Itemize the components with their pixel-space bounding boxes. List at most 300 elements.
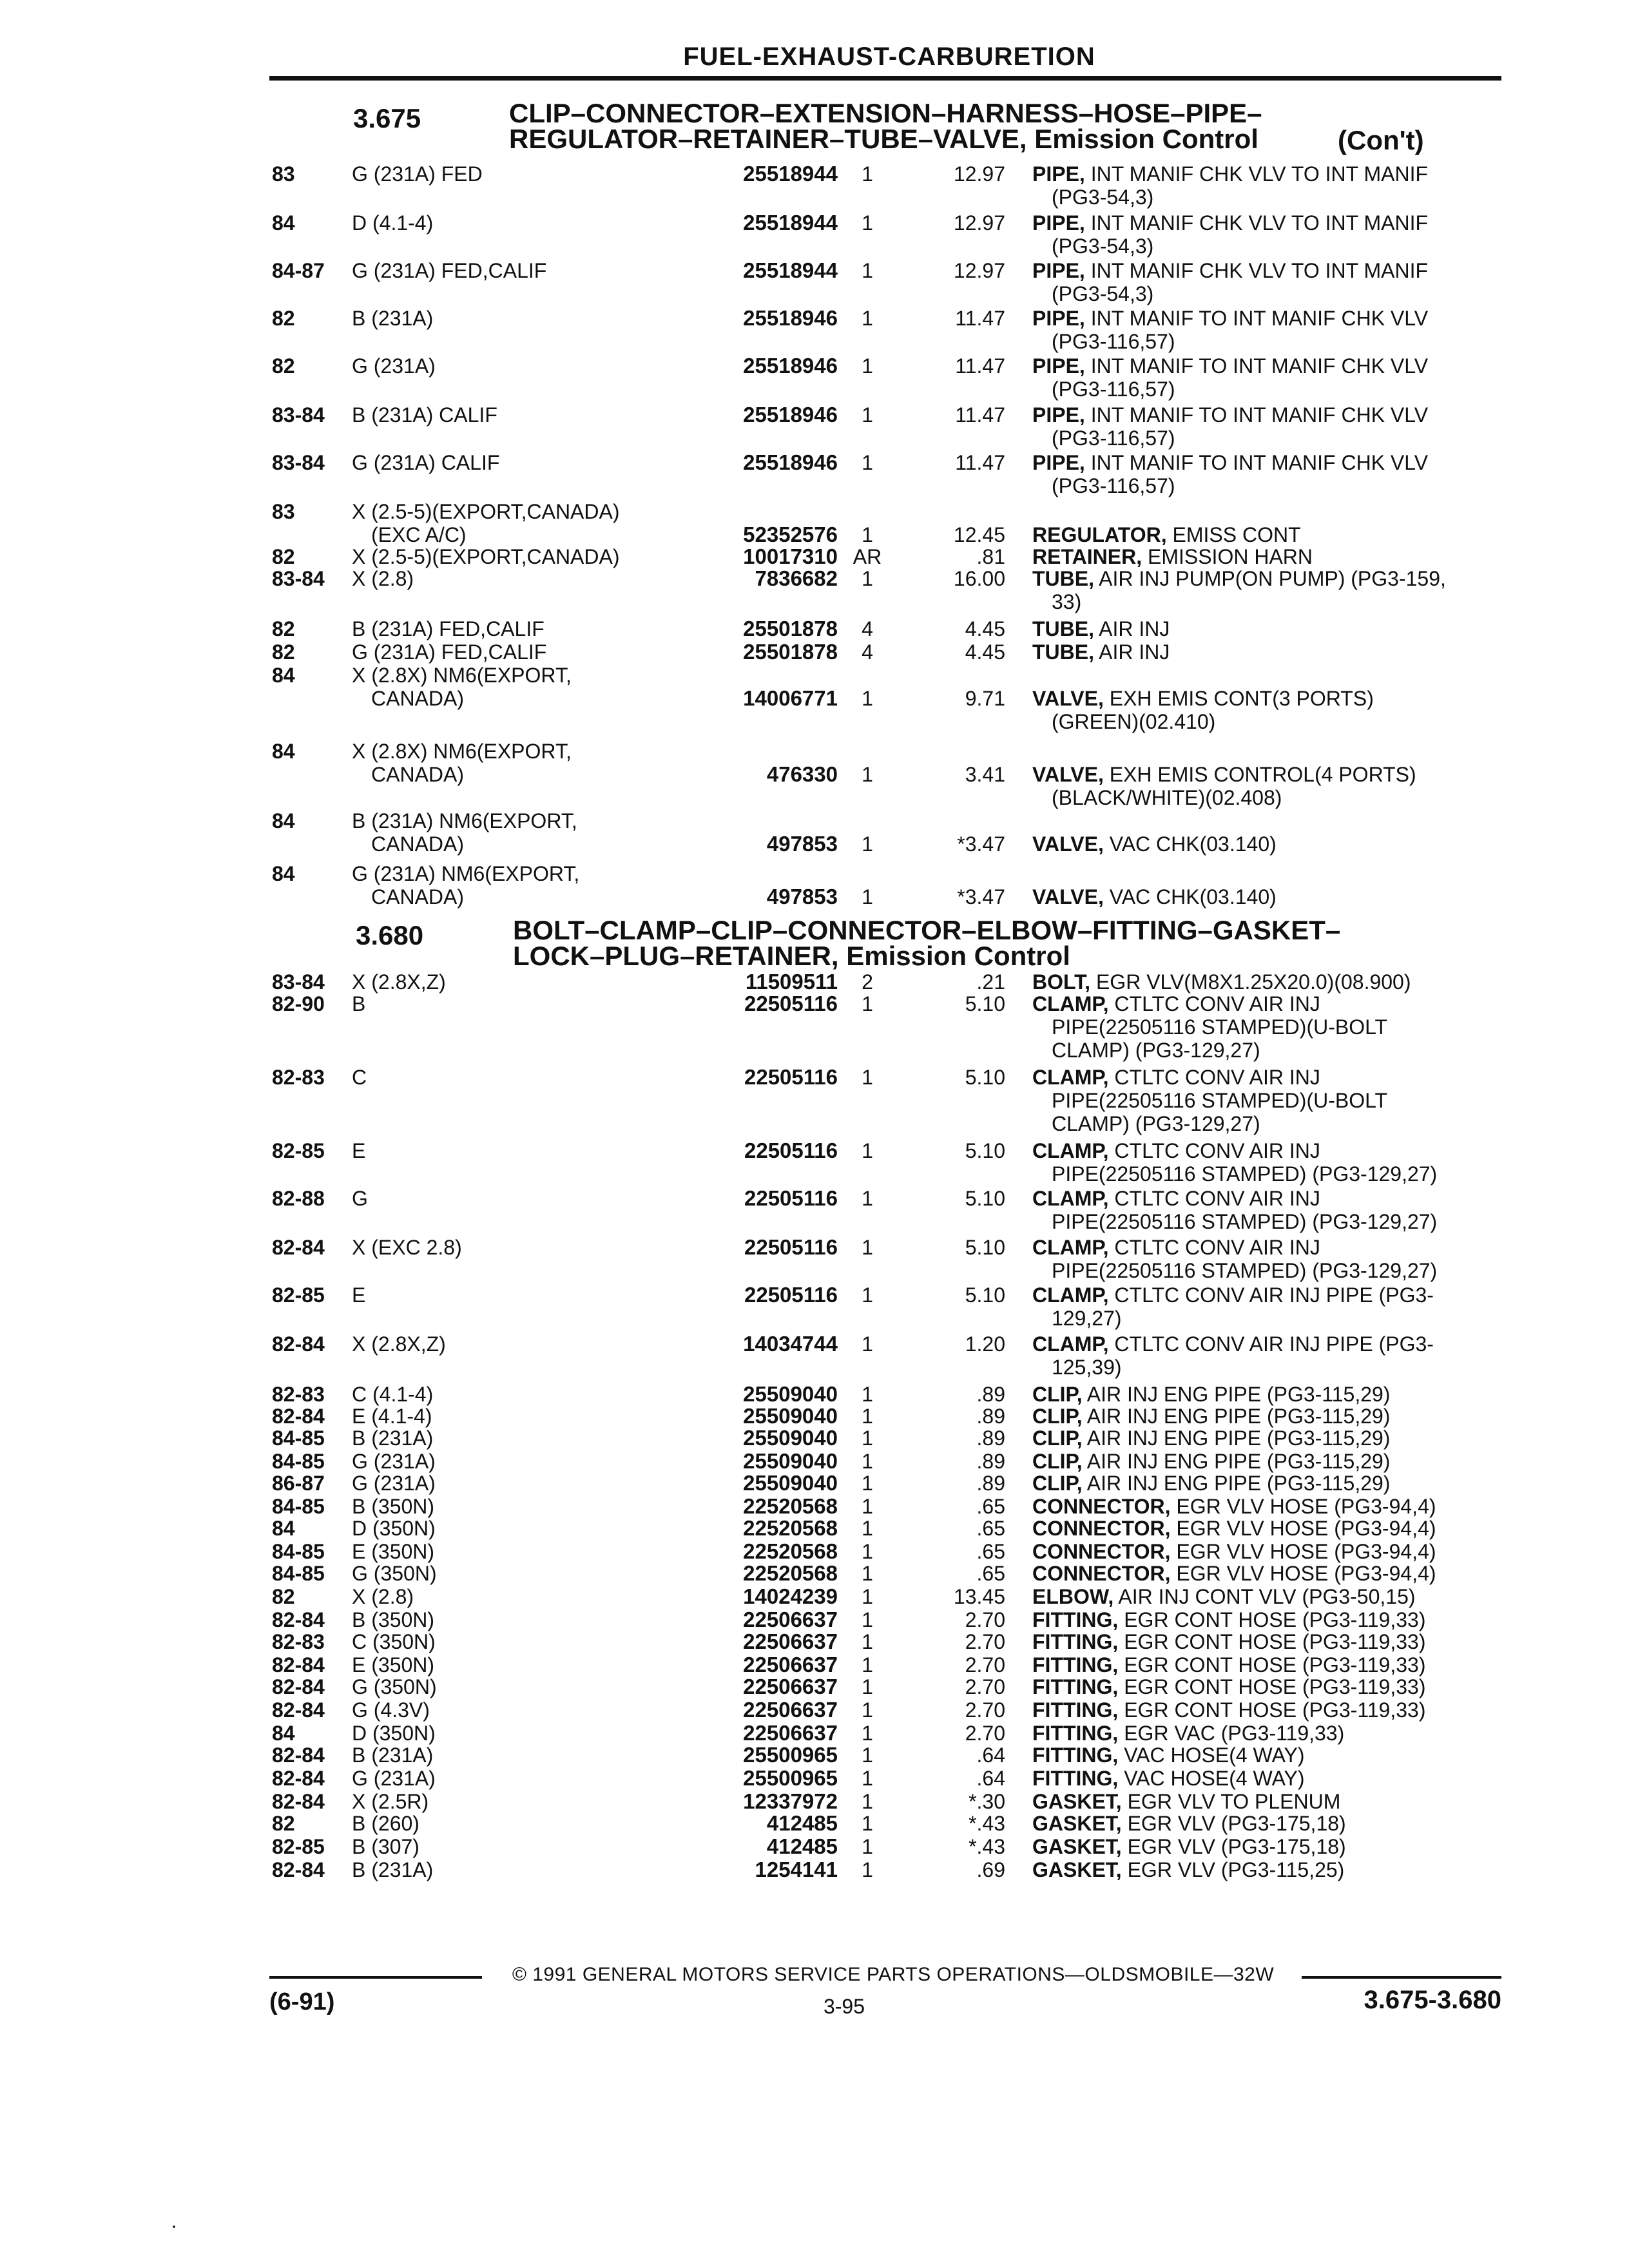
part-number: 22506637 — [743, 1721, 838, 1745]
description-name: CLIP, — [1032, 1383, 1083, 1406]
section-title-line2-text: REGULATOR–RETAINER–TUBE–VALVE, — [509, 124, 1027, 154]
description-continued: (PG3-54,3) — [1052, 282, 1154, 305]
price: .65 — [976, 1495, 1005, 1518]
description-name: CONNECTOR, — [1032, 1540, 1171, 1563]
description — [1032, 307, 1496, 353]
model-year: 86-87 — [272, 1472, 325, 1495]
application-text: B (231A) — [352, 307, 434, 330]
model-year: 83-84 — [272, 970, 325, 994]
application-continued: (EXC A/C) — [371, 523, 467, 546]
model-year: 83 — [272, 500, 295, 523]
application-text: E — [352, 1139, 366, 1162]
section-number: 3.680 — [356, 920, 424, 950]
description-name: FITTING, — [1032, 1608, 1119, 1631]
section-continued: (Con't) — [1338, 125, 1424, 155]
description-text: EGR VLV TO PLENUM — [1127, 1790, 1341, 1813]
description-text: EXH EMIS CONT(3 PORTS) — [1109, 687, 1374, 710]
section-title — [513, 915, 1341, 971]
part-number: 22505116 — [744, 1139, 838, 1162]
part-number: 25518946 — [743, 306, 838, 330]
model-year: 84-85 — [272, 1495, 325, 1518]
part-number: 22505116 — [744, 1235, 838, 1259]
list-item — [0, 1858, 1629, 1905]
quantity: 1 — [862, 1698, 873, 1722]
price: 2.70 — [965, 1698, 1005, 1722]
description — [1032, 992, 1496, 1062]
section-title-line1: BOLT–CLAMP–CLIP–CONNECTOR–ELBOW–FITTING–GASKET– — [513, 915, 1341, 945]
price: 5.10 — [965, 1236, 1005, 1259]
part-number: 25518946 — [743, 450, 838, 474]
quantity: 1 — [862, 211, 873, 235]
quantity: 2 — [862, 970, 873, 994]
description-text: CTLTC CONV AIR INJ — [1114, 992, 1320, 1015]
list-item — [0, 354, 1629, 401]
price: .64 — [976, 1767, 1005, 1790]
application-text: X (2.5-5)(EXPORT,CANADA) — [352, 545, 620, 568]
description-name: VALVE, — [1032, 885, 1104, 908]
description-name: VALVE, — [1032, 687, 1104, 710]
part-number: 25509040 — [743, 1471, 838, 1495]
description-text: AIR INJ ENG PIPE (PG3-115,29) — [1086, 1383, 1391, 1406]
footer-page-number: 3-95 — [823, 1995, 865, 2018]
list-item — [0, 403, 1629, 450]
description-name: GASKET, — [1032, 1790, 1122, 1813]
price: 11.47 — [955, 307, 1005, 330]
model-year: 82-85 — [272, 1139, 325, 1162]
list-item — [0, 1065, 1629, 1135]
part-number: 22505116 — [744, 992, 838, 1015]
description-text: INT MANIF CHK VLV TO INT MANIF — [1090, 162, 1429, 186]
description — [1032, 1450, 1496, 1473]
price: 13.45 — [953, 1585, 1005, 1608]
price: 2.70 — [965, 1722, 1005, 1745]
quantity: 1 — [862, 1495, 873, 1518]
application-text: X (2.8X) NM6(EXPORT, — [352, 664, 572, 687]
description-name: FITTING, — [1032, 1675, 1119, 1698]
part-number: 25518946 — [743, 354, 838, 378]
model-year: 82-84 — [272, 1653, 325, 1677]
quantity: 1 — [862, 1562, 873, 1585]
model-year: 82-83 — [272, 1383, 325, 1406]
model-year: 84 — [272, 664, 295, 687]
application-text: C (4.1-4) — [352, 1383, 434, 1406]
list-item — [0, 809, 1629, 856]
description-text: EMISSION HARN — [1147, 545, 1313, 568]
model-year: 82-83 — [272, 1066, 325, 1089]
model-year: 84 — [272, 1722, 295, 1745]
price: 5.10 — [965, 992, 1005, 1015]
application-text: G (350N) — [352, 1562, 437, 1585]
price: 2.70 — [965, 1675, 1005, 1698]
description — [1032, 763, 1496, 809]
application-continued: CANADA) — [371, 885, 465, 908]
price: 11.47 — [955, 354, 1005, 378]
application-text: D (350N) — [352, 1722, 436, 1745]
description-name: BOLT, — [1032, 970, 1091, 994]
quantity: 1 — [862, 992, 873, 1015]
application-text: X (2.8X,Z) — [352, 970, 446, 994]
description-name: CLIP, — [1032, 1450, 1083, 1473]
quantity: 1 — [862, 1767, 873, 1790]
footer-section-range: 3.675-3.680 — [1364, 1986, 1501, 2014]
model-year: 84 — [272, 740, 295, 763]
description-text: CTLTC CONV AIR INJ PIPE (PG3- — [1114, 1332, 1434, 1356]
description-text: INT MANIF TO INT MANIF CHK VLV — [1090, 403, 1429, 427]
description-name: CLAMP, — [1032, 1332, 1109, 1356]
part-number: 10017310 — [743, 544, 838, 568]
description-text: VAC CHK(03.140) — [1109, 832, 1277, 856]
price: .21 — [976, 970, 1005, 994]
part-number: 7836682 — [755, 566, 838, 590]
part-number: 22520568 — [743, 1561, 838, 1585]
description — [1032, 640, 1496, 664]
description — [1032, 832, 1496, 856]
part-number: 25500965 — [743, 1743, 838, 1767]
quantity: 1 — [862, 1427, 873, 1450]
model-year: 84 — [272, 211, 295, 235]
application-text: X (2.8) — [352, 1585, 414, 1608]
price: 12.97 — [953, 259, 1005, 282]
description-name: FITTING, — [1032, 1722, 1119, 1745]
description — [1032, 1187, 1496, 1233]
model-year: 84-85 — [272, 1450, 325, 1473]
quantity: 1 — [862, 1812, 873, 1835]
list-item — [0, 1283, 1629, 1330]
description-continued: (PG3-116,57) — [1052, 427, 1175, 450]
part-number: 22520568 — [743, 1494, 838, 1518]
part-number: 497853 — [766, 832, 838, 856]
description-continued: (PG3-54,3) — [1052, 186, 1154, 209]
description-name: FITTING, — [1032, 1653, 1119, 1677]
quantity: 1 — [862, 763, 873, 786]
description — [1032, 1767, 1496, 1790]
part-number: 22506637 — [743, 1629, 838, 1653]
description-text: EGR VLV (PG3-175,18) — [1127, 1835, 1346, 1858]
quantity: 1 — [862, 1540, 873, 1563]
description-continued: (BLACK/WHITE)(02.408) — [1052, 786, 1282, 809]
quantity: 1 — [862, 1858, 873, 1881]
description-name: TUBE, — [1032, 617, 1094, 640]
section-title-suffix: Emission Control — [1027, 124, 1258, 154]
part-number: 412485 — [766, 1811, 838, 1835]
model-year: 82-84 — [272, 1608, 325, 1631]
description — [1032, 523, 1496, 546]
part-number: 22505116 — [744, 1065, 838, 1089]
description-name: PIPE, — [1032, 451, 1085, 474]
application-text: X (2.5R) — [352, 1790, 429, 1813]
quantity: 1 — [862, 403, 873, 427]
model-year: 83-84 — [272, 567, 325, 590]
description-continued: CLAMP) (PG3-129,27) — [1052, 1039, 1260, 1062]
quantity: 1 — [862, 1332, 873, 1356]
description-name: CLAMP, — [1032, 1139, 1109, 1162]
model-year: 82-90 — [272, 992, 325, 1015]
description — [1032, 1383, 1496, 1406]
application-text: C — [352, 1066, 367, 1089]
quantity: 1 — [862, 259, 873, 282]
quantity: 1 — [862, 1630, 873, 1653]
price: 12.97 — [953, 162, 1005, 186]
description — [1032, 1812, 1496, 1835]
quantity: 1 — [862, 1450, 873, 1473]
quantity: 1 — [862, 687, 873, 710]
application-text: B — [352, 992, 366, 1015]
section-title-line1: CLIP–CONNECTOR–EXTENSION–HARNESS–HOSE–PIPE– — [509, 98, 1262, 128]
part-number: 25509040 — [743, 1426, 838, 1450]
part-number: 12337972 — [743, 1789, 838, 1813]
description-text: AIR INJ PUMP(ON PUMP) (PG3-159, — [1099, 567, 1446, 590]
part-number: 25509040 — [743, 1449, 838, 1473]
application-text: B (350N) — [352, 1608, 435, 1631]
quantity: 1 — [862, 1722, 873, 1745]
application-text: X (EXC 2.8) — [352, 1236, 462, 1259]
section-title-line2-text: LOCK–PLUG–RETAINER, — [513, 941, 839, 971]
application-text: G (231A) — [352, 1767, 436, 1790]
description-text: CTLTC CONV AIR INJ — [1114, 1066, 1320, 1089]
description-text: EGR CONT HOSE (PG3-119,33) — [1124, 1653, 1426, 1677]
description — [1032, 259, 1496, 305]
application-text: E (350N) — [352, 1540, 435, 1563]
application-text: B (231A) — [352, 1427, 434, 1450]
quantity: 1 — [862, 1066, 873, 1089]
quantity: 1 — [862, 1608, 873, 1631]
description-text: EMISS CONT — [1172, 523, 1301, 546]
part-number: 22506637 — [743, 1608, 838, 1631]
description-name: PIPE, — [1032, 307, 1085, 330]
description-continued: 33) — [1052, 590, 1082, 613]
description — [1032, 1562, 1496, 1585]
price: 5.10 — [965, 1139, 1005, 1162]
quantity: 1 — [862, 523, 873, 546]
part-number: 22505116 — [744, 1283, 838, 1307]
description-text: AIR INJ — [1099, 617, 1170, 640]
model-year: 82-83 — [272, 1630, 325, 1653]
model-year: 82-84 — [272, 1790, 325, 1813]
model-year: 82-84 — [272, 1858, 325, 1881]
description-text: EGR VLV HOSE (PG3-94,4) — [1176, 1540, 1436, 1563]
description-text: EGR VLV HOSE (PG3-94,4) — [1176, 1495, 1436, 1518]
description-text: INT MANIF TO INT MANIF CHK VLV — [1090, 307, 1429, 330]
quantity: 1 — [862, 885, 873, 908]
quantity: 4 — [862, 617, 873, 640]
description — [1032, 1744, 1496, 1767]
list-item — [0, 211, 1629, 258]
price: .89 — [976, 1405, 1005, 1428]
description-name: VALVE, — [1032, 832, 1104, 856]
list-item — [0, 664, 1629, 733]
application-text: D (4.1-4) — [352, 211, 434, 235]
description-text: AIR INJ ENG PIPE (PG3-115,29) — [1086, 1472, 1391, 1495]
description-text: EGR VLV HOSE (PG3-94,4) — [1176, 1562, 1436, 1585]
price: .64 — [976, 1744, 1005, 1767]
description-text: VAC CHK(03.140) — [1109, 885, 1277, 908]
description — [1032, 1472, 1496, 1495]
model-year: 82 — [272, 1812, 295, 1835]
quantity: 1 — [862, 1283, 873, 1307]
price: 2.70 — [965, 1653, 1005, 1677]
list-item — [0, 451, 1629, 497]
price: 12.97 — [953, 211, 1005, 235]
model-year: 84-85 — [272, 1562, 325, 1585]
model-year: 82-84 — [272, 1698, 325, 1722]
description-text: INT MANIF CHK VLV TO INT MANIF — [1090, 211, 1429, 235]
application-text: G (231A) — [352, 354, 436, 378]
part-number: 22506637 — [743, 1675, 838, 1698]
quantity: 1 — [862, 1405, 873, 1428]
application-text: B (231A) FED,CALIF — [352, 617, 545, 640]
description — [1032, 162, 1496, 209]
description-text: INT MANIF TO INT MANIF CHK VLV — [1090, 451, 1429, 474]
description-name: TUBE, — [1032, 567, 1094, 590]
description-name: CONNECTOR, — [1032, 1517, 1171, 1540]
description — [1032, 567, 1496, 613]
header-rule — [269, 76, 1501, 81]
application-text: G (350N) — [352, 1675, 437, 1698]
model-year: 82 — [272, 1585, 295, 1608]
description-name: PIPE, — [1032, 403, 1085, 427]
part-number: 25509040 — [743, 1404, 838, 1428]
description-continued: PIPE(22505116 STAMPED)(U-BOLT — [1052, 1089, 1388, 1112]
application-text: G (231A) FED,CALIF — [352, 259, 547, 282]
application-text: G (231A) — [352, 1472, 436, 1495]
quantity: 1 — [862, 1139, 873, 1162]
quantity: 1 — [862, 1653, 873, 1677]
model-year: 82-88 — [272, 1187, 325, 1210]
description-text: CTLTC CONV AIR INJ — [1114, 1139, 1320, 1162]
part-number: 22520568 — [743, 1516, 838, 1540]
application-text: G (231A) FED — [352, 162, 483, 186]
description-name: PIPE, — [1032, 211, 1085, 235]
application-text: B (231A) — [352, 1744, 434, 1767]
description — [1032, 1608, 1496, 1631]
price: 12.45 — [953, 523, 1005, 546]
description-text: EGR CONT HOSE (PG3-119,33) — [1124, 1698, 1426, 1722]
application-text: X (2.8X,Z) — [352, 1332, 446, 1356]
page-header: FUEL-EXHAUST-CARBURETION — [683, 43, 1095, 71]
application-text: E — [352, 1283, 366, 1307]
description — [1032, 1698, 1496, 1722]
description — [1032, 1495, 1496, 1518]
price: .89 — [976, 1472, 1005, 1495]
list-item — [0, 1332, 1629, 1379]
application-text: B (260) — [352, 1812, 419, 1835]
description-name: GASKET, — [1032, 1812, 1122, 1835]
quantity: 4 — [862, 640, 873, 664]
description — [1032, 1585, 1496, 1608]
part-number: 1254141 — [755, 1858, 838, 1881]
part-number: 25501878 — [743, 617, 838, 640]
model-year: 82 — [272, 640, 295, 664]
description-continued: 125,39) — [1052, 1356, 1122, 1379]
description-name: CLAMP, — [1032, 1066, 1109, 1089]
footer-date-code: (6-91) — [269, 1988, 335, 2015]
list-item — [0, 1187, 1629, 1233]
quantity: 1 — [862, 1744, 873, 1767]
part-number: 22520568 — [743, 1539, 838, 1563]
model-year: 83 — [272, 162, 295, 186]
list-item — [0, 740, 1629, 809]
description — [1032, 403, 1496, 450]
description-name: FITTING, — [1032, 1767, 1119, 1790]
model-year: 82-84 — [272, 1405, 325, 1428]
quantity: 1 — [862, 1236, 873, 1259]
footer-rule-right — [1302, 1976, 1501, 1979]
description-name: CLIP, — [1032, 1405, 1083, 1428]
description-text: AIR INJ ENG PIPE (PG3-115,29) — [1086, 1405, 1391, 1428]
description-text: EGR CONT HOSE (PG3-119,33) — [1124, 1608, 1426, 1631]
price: *.43 — [969, 1812, 1005, 1835]
description-continued: PIPE(22505116 STAMPED) (PG3-129,27) — [1052, 1210, 1438, 1233]
description-name: PIPE, — [1032, 354, 1085, 378]
description — [1032, 1283, 1496, 1330]
description — [1032, 1630, 1496, 1653]
part-number: 52352576 — [743, 523, 838, 546]
description-continued: (PG3-116,57) — [1052, 378, 1175, 401]
part-number: 25518944 — [743, 211, 838, 235]
model-year: 84-85 — [272, 1540, 325, 1563]
scan-speck — [173, 2225, 175, 2228]
application-text: G (231A) NM6(EXPORT, — [352, 862, 580, 885]
price: *.30 — [969, 1790, 1005, 1813]
price: .69 — [976, 1858, 1005, 1881]
description — [1032, 451, 1496, 497]
quantity: 1 — [862, 1585, 873, 1608]
description — [1032, 970, 1496, 994]
model-year: 84-85 — [272, 1427, 325, 1450]
part-number: 22506637 — [743, 1653, 838, 1677]
price: *.43 — [969, 1835, 1005, 1858]
quantity: 1 — [862, 1187, 873, 1210]
list-item — [0, 992, 1629, 1062]
description — [1032, 1066, 1496, 1135]
price: .89 — [976, 1383, 1005, 1406]
model-year: 83-84 — [272, 451, 325, 474]
quantity: 1 — [862, 354, 873, 378]
price: *3.47 — [957, 832, 1005, 856]
quantity: 1 — [862, 1383, 873, 1406]
model-year: 84-87 — [272, 259, 325, 282]
description-name: VALVE, — [1032, 763, 1104, 786]
price: 11.47 — [955, 403, 1005, 427]
quantity: 1 — [862, 567, 873, 590]
description-text: EGR CONT HOSE (PG3-119,33) — [1124, 1630, 1426, 1653]
part-number: 22505116 — [744, 1186, 838, 1210]
list-item — [0, 259, 1629, 305]
description — [1032, 1790, 1496, 1813]
description — [1032, 1139, 1496, 1186]
description-continued: (PG3-116,57) — [1052, 474, 1175, 497]
description — [1032, 545, 1496, 568]
description-name: CLAMP, — [1032, 992, 1109, 1015]
footer-rule-left — [269, 1976, 482, 1979]
model-year: 84 — [272, 809, 295, 832]
quantity: 1 — [862, 1472, 873, 1495]
application-text: G — [352, 1187, 368, 1210]
list-item — [0, 500, 1629, 546]
application-text: C (350N) — [352, 1630, 436, 1653]
model-year: 82-84 — [272, 1675, 325, 1698]
price: 4.45 — [965, 617, 1005, 640]
description — [1032, 1858, 1496, 1881]
model-year: 84 — [272, 1517, 295, 1540]
list-item — [0, 567, 1629, 613]
price: *3.47 — [957, 885, 1005, 908]
section-title-line2 — [513, 943, 1340, 969]
price: .65 — [976, 1517, 1005, 1540]
model-year: 82 — [272, 545, 295, 568]
description-text: EGR VLV (PG3-115,25) — [1127, 1858, 1345, 1881]
description-continued: (PG3-54,3) — [1052, 235, 1154, 258]
